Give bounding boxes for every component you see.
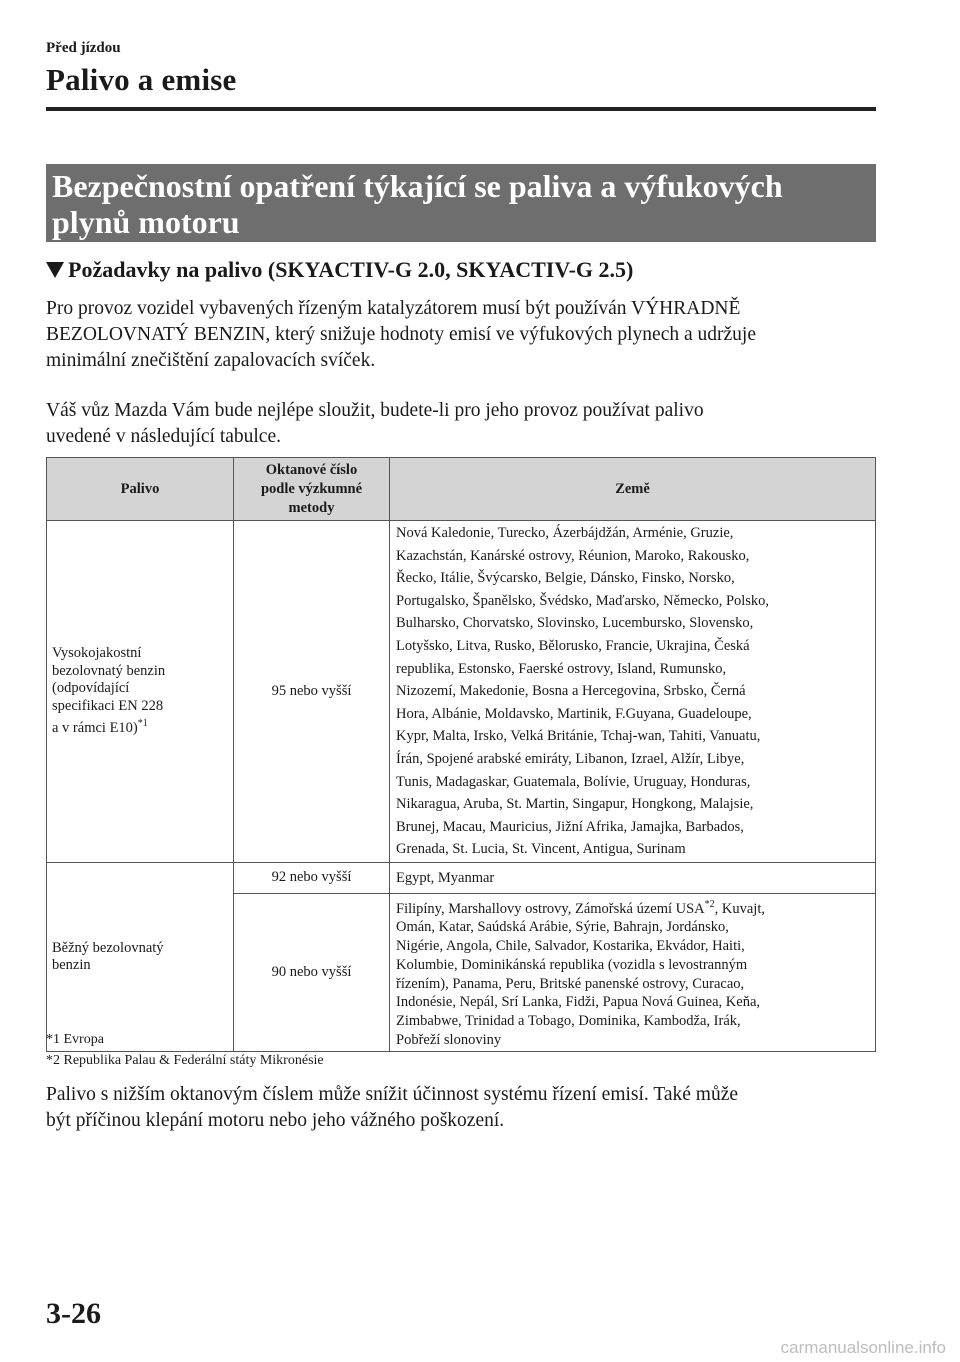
- cell-line: Kypr, Malta, Irsko, Velká Británie, Tchaj-wan, Tahiti, Vanuatu,: [396, 728, 761, 745]
- cell-line: Bulharsko, Chorvatsko, Slovinsko, Lucembursko, Slovensko,: [396, 615, 754, 632]
- cell-countries: [390, 521, 876, 863]
- paragraph-line: Pro provoz vozidel vybavených řízeným katalyzátorem musí být používán VÝHRADNĚ: [46, 298, 741, 319]
- header-octane-line: podle výzkumné: [260, 480, 363, 497]
- paragraph-line: Palivo s nižším oktanovým číslem může snížit účinnost systému řízení emisí. Také může: [46, 1084, 739, 1105]
- cell-countries: [390, 893, 876, 1051]
- cell-octane: 95 nebo vyšší: [234, 521, 390, 863]
- cell-line: Írán, Spojené arabské emiráty, Libanon, Izrael, Alžír, Libye,: [396, 750, 745, 767]
- cell-line: republika, Estonsko, Faerské ostrovy, Island, Rumunsko,: [396, 660, 727, 677]
- cell-line: Pobřeží slonoviny: [396, 1031, 502, 1048]
- paragraph-line: Váš vůz Mazda Vám bude nejlépe sloužit, budete-li pro jeho provoz používat palivo: [46, 400, 704, 421]
- header-octane-line: Oktanové číslo: [265, 461, 358, 478]
- header-octane: [234, 458, 390, 521]
- cell-line: Zimbabwe, Trinidad a Tobago, Dominika, Kambodža, Irák,: [396, 1012, 741, 1029]
- page-number: 3-26: [46, 1297, 101, 1330]
- cell-line: Nizozemí, Makedonie, Bosna a Hercegovina, Srbsko, Černá: [396, 683, 746, 700]
- section-banner: [46, 164, 876, 242]
- subheading-text: Požadavky na palivo (SKYACTIV-G 2.0, SKYACTIV-G 2.5): [68, 257, 634, 282]
- cell-line: benzin: [52, 957, 91, 974]
- page-title: Palivo a emise: [46, 62, 237, 97]
- cell-line: Kolumbie, Dominikánská republika (vozidla s levostranným: [396, 956, 748, 973]
- table-header-row: [47, 458, 876, 521]
- header-octane-line: metody: [288, 499, 335, 516]
- paragraph-mazda-fuel: [46, 398, 886, 450]
- header-country: Země: [390, 458, 876, 521]
- paragraph-line: minimální znečištění zapalovacích svíček.: [46, 350, 376, 371]
- cell-line: bezolovnatý benzin: [52, 662, 166, 679]
- cell-line: [396, 896, 869, 919]
- cell-octane: 92 nebo vyšší: [234, 862, 390, 893]
- cell-line: řízením), Panama, Peru, Britské panenské ostrovy, Curacao,: [396, 975, 745, 992]
- cell-line-text: a v rámci E10): [52, 720, 138, 737]
- paragraph-fuel-requirement: [46, 296, 886, 374]
- cell-line: Nová Kaledonie, Turecko, Ázerbájdžán, Arménie, Gruzie,: [396, 525, 734, 541]
- cell-line: [52, 715, 228, 737]
- watermark: carmanualsonline.info: [780, 1338, 946, 1357]
- footnote-1: *1 Evropa: [46, 1032, 104, 1047]
- table-row: [47, 862, 876, 893]
- cell-line: Portugalsko, Španělsko, Švédsko, Maďarsko, Německo, Polsko,: [396, 592, 770, 609]
- header-fuel: Palivo: [47, 458, 234, 521]
- cell-line: Hora, Albánie, Moldavsko, Martinik, F.Guyana, Guadeloupe,: [396, 705, 752, 722]
- cell-line: Nigérie, Angola, Chile, Salvador, Kostarika, Ekvádor, Haiti,: [396, 938, 745, 955]
- paragraph-line: uvedené v následující tabulce.: [46, 426, 281, 447]
- cell-fuel-regular: [47, 862, 234, 1051]
- cell-line-text: , Kuvajt,: [714, 900, 765, 917]
- cell-line-text: Filipíny, Marshallovy ostrovy, Zámořská území USA: [396, 900, 705, 917]
- cell-line: Nikaragua, Aruba, St. Martin, Singapur, Hongkong, Malajsie,: [396, 796, 754, 813]
- cell-fuel-premium: [47, 521, 234, 863]
- cell-line: Kazachstán, Kanárské ostrovy, Réunion, Maroko, Rakousko,: [396, 547, 750, 564]
- cell-line: Vysokojakostní: [52, 645, 142, 662]
- footnote-marker: *2: [704, 898, 715, 910]
- cell-line: Běžný bezolovnatý: [52, 939, 164, 956]
- subheading: [46, 257, 633, 283]
- cell-line: Grenada, St. Lucia, St. Vincent, Antigua, Surinam: [396, 841, 686, 858]
- fuel-table: [46, 457, 876, 1052]
- table-row: [47, 521, 876, 863]
- banner-line-1: Bezpečnostní opatření týkající se paliva a výfukových: [52, 168, 783, 204]
- cell-line: Lotyšsko, Litva, Rusko, Bělorusko, Francie, Ukrajina, Česká: [396, 637, 750, 654]
- paragraph-line: BEZOLOVNATÝ BENZIN, který snižuje hodnoty emisí ve výfukových plynech a udržuje: [46, 324, 756, 345]
- cell-line: specifikaci EN 228: [52, 697, 164, 714]
- title-divider: [46, 107, 876, 111]
- cell-line: (odpovídající: [52, 680, 130, 697]
- cell-line: Řecko, Itálie, Švýcarsko, Belgie, Dánsko, Finsko, Norsko,: [396, 570, 735, 587]
- cell-octane: 90 nebo vyšší: [234, 893, 390, 1051]
- paragraph-line: být příčinou klepání motoru nebo jeho vážného poškození.: [46, 1110, 505, 1131]
- section-label: Před jízdou: [46, 40, 121, 56]
- banner-line-2: plynů motoru: [52, 204, 240, 240]
- paragraph-octane-warning: [46, 1082, 886, 1134]
- cell-countries: Egypt, Myanmar: [390, 862, 876, 893]
- footnote-marker: *1: [137, 718, 148, 730]
- footnote-2: *2 Republika Palau & Federální státy Mikronésie: [46, 1053, 324, 1068]
- triangle-down-icon: [46, 262, 64, 278]
- cell-line: Omán, Katar, Saúdská Arábie, Sýrie, Bahrajn, Jordánsko,: [396, 919, 729, 936]
- cell-line: Brunej, Macau, Mauricius, Jižní Afrika, Jamajka, Barbados,: [396, 818, 744, 835]
- cell-line: Indonésie, Nepál, Srí Lanka, Fidži, Papua Nová Guinea, Keňa,: [396, 994, 761, 1011]
- cell-line: Tunis, Madagaskar, Guatemala, Bolívie, Uruguay, Honduras,: [396, 773, 751, 790]
